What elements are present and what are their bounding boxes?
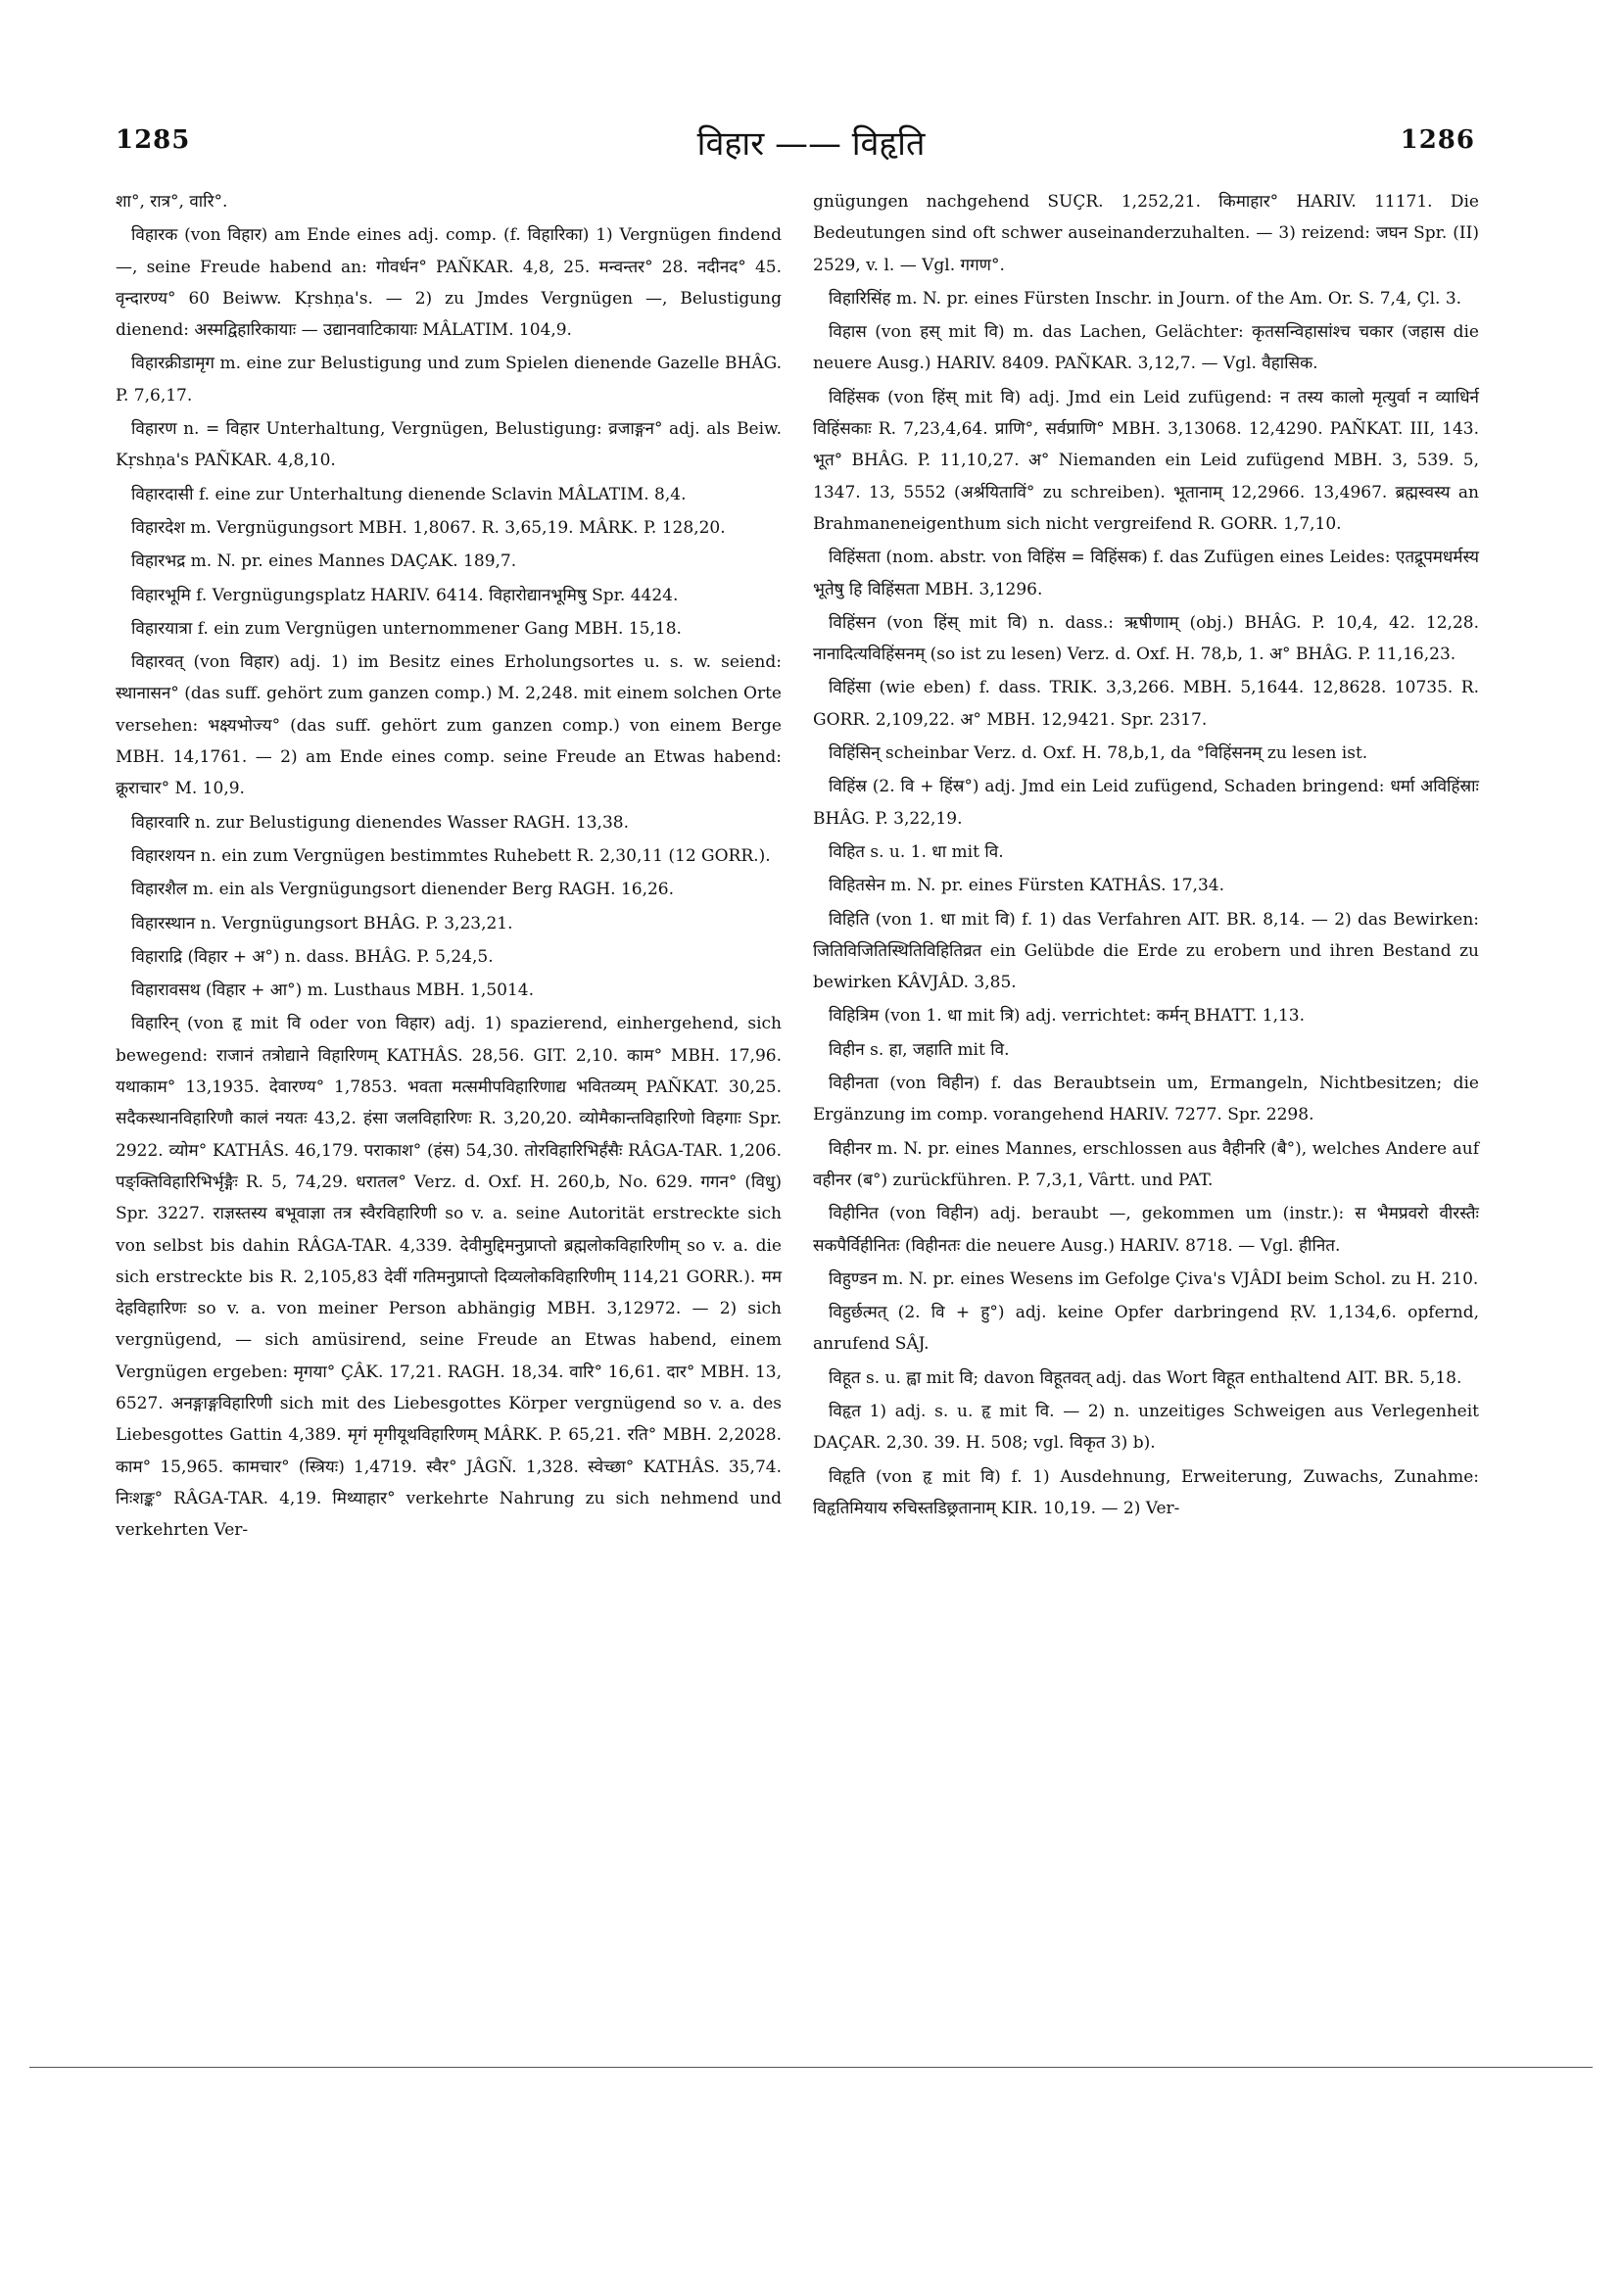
dictionary-entry: विहास (von हस् mit वि) m. das Lachen, Gelächter: कृतसन्विहासांश्च चकार (जहास die neuere Ausg.) HARIV. 8409. PAÑKAR. 3,12,7. — Vgl. वैहासिक. bbox=[813, 322, 1479, 374]
dictionary-entry: विहिंस्र (2. वि + हिंस्र°) adj. Jmd ein Leid zufügend, Schaden bringend: धर्मा अविहिंस्राः BHÂG. P. 3,22,19. bbox=[813, 777, 1479, 829]
dictionary-entry: विहारवारि n. zur Belustigung dienendes Wasser RAGH. 13,38. bbox=[131, 812, 629, 833]
right-column bbox=[813, 186, 1479, 1526]
running-title: विहार —— विहृति bbox=[696, 124, 926, 164]
dictionary-entry: विहारिन् (von हृ mit वि oder von विहार) adj. 1) spazierend, einhergehend, sich bewegend: राजानं तत्रोद्याने विहारिणम् KATHÂS. 28,56. GIT. 2,10. काम° MBH. 17,96. यथाकाम° 13,1935. देवारण्य° 1,7853. भवता मत्समीपविहारिणाद्य भवितव्यम् PAÑKAT. 30,25. सदैकस्थानविहारिणौ कालं नयतः 43,2. हंसा जलविहारिणः R. 3,20,20. व्योमैकान्तविहारिणो विहगाः Spr. 2922. व्योम° KATHÂS. 46,179. पराकाश° (हंस) 54,30. तोरविहारिभिर्हंसैः RÂGA-TAR. 1,206. पङ्क्तिविहारिभिर्भृङ्गैः R. 5, 74,29. धरातल° Verz. d. Oxf. H. 260,b, No. 629. गगन° (विधु) Spr. 3227. राज्ञस्तस्य बभूवाज्ञा तत्र स्वैरविहारिणी so v. a. seine Autorität erstreckte sich von selbst bis dahin RÂGA-TAR. 4,339. देवीमुद्दिमनुप्राप्तो ब्रह्मलोकविहारिणीम् so v. a. die sich erstreckte bis R. 2,105,83 देवीं गतिमनुप्राप्तो दिव्यलोकविहारिणीम् 114,21 GORR.). मम देहविहारिणः so v. a. von meiner Person abhängig MBH. 3,12972. — 2) sich vergnügend, — sich amüsirend, seine Freude an Etwas habend, einem Vergnügen ergeben: मृगया° ÇÂK. 17,21. RAGH. 18,34. वारि° 16,61. दार° MBH. 13, 6527. अनङ्गाङ्गविहारिणी sich mit des Liebesgottes Körper vergnügend so v. a. des Liebesgottes Gattin 4,389. मृगं मृगीयूथविहारिणम् MÂRK. P. 65,21. रति° MBH. 2,2028. काम° 15,965. कामचार° (स्त्रियः) 1,4719. स्वैर° JÂGÑ. 1,328. स्वेच्छा° KATHÂS. 35,74. निःशङ्क° RÂGA-TAR. 4,19. मिथ्याहार° verkehrte Nahrung zu sich nehmend und verkehrten Ver- bbox=[116, 1014, 782, 1541]
dictionary-entry: विहूत s. u. ह्वा mit वि; davon विहूतवत् adj. das Wort विहूत enthaltend AIT. BR. 5,18. bbox=[829, 1367, 1462, 1388]
dictionary-entry: विहित s. u. 1. धा mit वि. bbox=[829, 841, 1004, 862]
dictionary-entry: विहित्रिम (von 1. धा mit त्रि) adj. verrichtet: कर्मन् BHATT. 1,13. bbox=[829, 1006, 1306, 1027]
dictionary-entry: विहीनर m. N. pr. eines Mannes, erschlossen aus वैहीनरि (बै°), welches Andere auf वहीनर (ब°) zurückführen. P. 7,3,1, Vârtt. und PAT. bbox=[813, 1138, 1479, 1190]
dictionary-entry: विहिंसन (von हिंस् mit वि) n. dass.: ऋषीणाम् (obj.) BHÂG. P. 10,4, 42. 12,28. नानादित्यविहिंसनम् (so ist zu lesen) Verz. d. Oxf. H. 78,b, 1. अ° BHÂG. P. 11,16,23. bbox=[813, 612, 1479, 665]
dictionary-entry: विहिंसिन् scheinbar Verz. d. Oxf. H. 78,b,1, da °विहिंसनम् zu lesen ist. bbox=[829, 743, 1368, 764]
dictionary-entry: विहिंसक (von हिंस् mit वि) adj. Jmd ein Leid zufügend: न तस्य कालो मृत्युर्वा न व्याधिर्न विहिंसकाः R. 7,23,4,64. प्राणि°, सर्वप्राणि° MBH. 3,13068. 12,4290. PAÑKAT. III, 143. भूत° BHÂG. P. 11,10,27. अ° Niemanden ein Leid zufügend MBH. 3, 539. 5, 1347. 13, 5552 (अर्श्रयिताविं° zu schreiben). भूतानाम् 12,2966. 13,4967. ब्रह्मस्वस्य an Brahmaneneigenthum sich nicht vergreifend R. GORR. 1,7,10. bbox=[813, 387, 1479, 534]
dictionary-entry: विहाराद्रि (विहार + अ°) n. dass. BHÂG. P. 5,24,5. bbox=[131, 946, 494, 967]
page-number-right: 1286 bbox=[1400, 125, 1475, 155]
dictionary-entry: विहारण n. = विहार Unterhaltung, Vergnügen, Belustigung: व्रजाङ्गन° adj. als Beiw. Kṛshṇa's PAÑKAR. 4,8,10. bbox=[116, 419, 782, 471]
dictionary-entry: विहारवत् (von विहार) adj. 1) im Besitz eines Erholungsortes u. s. w. seiend: स्थानासन° (das suff. gehört zum ganzen comp.) M. 2,248. mit einem solchen Orte versehen: भक्ष्यभोज्य° (das suff. gehört zum ganzen comp.) von einem Berge MBH. 14,1761. — 2) am Ende eines comp. seine Freude an Etwas habend: क्रूराचार° M. 10,9. bbox=[116, 652, 782, 799]
dictionary-entry: विहुर्छत्मत् (2. वि + हु°) adj. keine Opfer darbringend ṚV. 1,134,6. opfernd, anrufend SÂJ. bbox=[813, 1303, 1479, 1355]
dictionary-entry: विहीनता (von विहीन) f. das Beraubtsein um, Ermangeln, Nichtbesitzen; die Ergänzung im comp. vorangehend HARIV. 7277. Spr. 2298. bbox=[813, 1074, 1479, 1125]
dictionary-entry: विहृत 1) adj. s. u. हृ mit वि. — 2) n. unzeitiges Schweigen aus Verlegenheit DAÇAR. 2,30. 39. H. 508; vgl. विकृत 3) b). bbox=[813, 1401, 1479, 1454]
dictionary-entry: विहारशैल m. ein als Vergnügungsort dienender Berg RAGH. 16,26. bbox=[131, 880, 675, 900]
page-header bbox=[0, 125, 1622, 172]
dictionary-entry: शा°, रात्र°, वारि°. bbox=[116, 192, 228, 212]
dictionary-entry: विहारशयन n. ein zum Vergnügen bestimmtes Ruhebett R. 2,30,11 (12 GORR.). bbox=[131, 845, 771, 866]
dictionary-entry: विहिंसा (wie eben) f. dass. TRIK. 3,3,266. MBH. 5,1644. 12,8628. 10735. R. GORR. 2,109,22. अ° MBH. 12,9421. Spr. 2317. bbox=[813, 678, 1479, 730]
dictionary-entry: विहीन s. हा, जहाति mit वि. bbox=[829, 1039, 1010, 1060]
dictionary-entry: विहीनित (von विहीन) adj. beraubt —, gekommen um (instr.): स भैमप्रवरो वीरस्तैः सकपैर्विहीनितः (विहीनतः die neuere Ausg.) HARIV. 8718. — Vgl. हीनित. bbox=[813, 1204, 1479, 1256]
dictionary-entry: विहारदासी f. eine zur Unterhaltung dienende Sclavin MÂLATIM. 8,4. bbox=[131, 484, 687, 504]
dictionary-entry: विहारावसथ (विहार + आ°) m. Lusthaus MBH. 1,5014. bbox=[131, 981, 534, 1001]
dictionary-entry: विहारिसिंह m. N. pr. eines Fürsten Inschr. in Journ. of the Am. Or. S. 7,4, Çl. 3. bbox=[829, 288, 1462, 309]
dictionary-entry: विहारदेश m. Vergnügungsort MBH. 1,8067. R. 3,65,19. MÂRK. P. 128,20. bbox=[131, 517, 726, 538]
dictionary-entry: विहिंसता (nom. abstr. von विहिंस = विहिंसक) f. das Zufügen eines Leides: एतद्रूपमधर्मस्य भूतेषु हि विहिंसता MBH. 3,1296. bbox=[813, 548, 1479, 599]
bottom-rule bbox=[29, 2067, 1593, 2068]
dictionary-entry: विहिति (von 1. धा mit वि) f. 1) das Verfahren AIT. BR. 8,14. — 2) das Bewirken: जितिविजितिस्थितिविहितिव्रत ein Gelübde die Erde zu erobern und ihren Bestand zu bewirken KÂVJÂD. 3,85. bbox=[813, 909, 1479, 993]
dictionary-entry: विहृति (von हृ mit वि) f. 1) Ausdehnung, Erweiterung, Zuwachs, Zunahme: विहृतिमियाय रुचिस्तडिछ्रतानाम् KIR. 10,19. — 2) Ver- bbox=[813, 1466, 1479, 1518]
dictionary-entry: विहारभद्र m. N. pr. eines Mannes DAÇAK. 189,7. bbox=[131, 551, 517, 572]
dictionary-entry: विहारस्थान n. Vergnügungsort BHÂG. P. 3,23,21. bbox=[131, 913, 513, 933]
dictionary-entry: विहारक्रीडामृग m. eine zur Belustigung und zum Spielen dienende Gazelle BHÂG. P. 7,6,17. bbox=[116, 354, 782, 406]
dictionary-entry: विहारभूमि f. Vergnügungsplatz HARIV. 6414. विहारोद्यानभूमिषु Spr. 4424. bbox=[131, 585, 679, 605]
page-number-left: 1285 bbox=[116, 125, 191, 155]
left-column bbox=[116, 186, 782, 1548]
dictionary-entry: विहुण्डन m. N. pr. eines Wesens im Gefolge Çiva's VJÂDI beim Schol. zu H. 210. bbox=[829, 1268, 1479, 1289]
dictionary-entry: विहितसेन m. N. pr. eines Fürsten KATHÂS. 17,34. bbox=[829, 876, 1224, 896]
dictionary-entry: विहारयात्रा f. ein zum Vergnügen unternommener Gang MBH. 15,18. bbox=[131, 618, 682, 639]
dictionary-entry: gnügungen nachgehend SUÇR. 1,252,21. किमाहार° HARIV. 11171. Die Bedeutungen sind oft schwer auseinanderzuhalten. — 3) reizend: जघन Spr. (II) 2529, v. l. — Vgl. गगण°. bbox=[813, 192, 1479, 275]
dictionary-entry: विहारक (von विहार) am Ende eines adj. comp. (f. विहारिका) 1) Vergnügen findend —, seine Freude habend an: गोवर्धन° PAÑKAR. 4,8, 25. मन्वन्तर° 28. नदीनद° 45. वृन्दारण्य° 60 Beiww. Kṛshṇa's. — 2) zu Jmdes Vergnügen —, Belustigung dienend: अस्मद्विहारिकायाः — उद्यानवाटिकायाः MÂLATIM. 104,9. bbox=[116, 225, 782, 341]
